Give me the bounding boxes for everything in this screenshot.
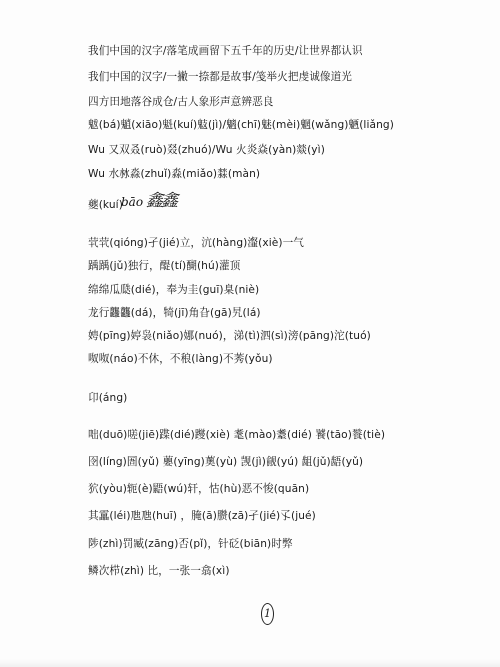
text-line-13: 呶呶(náo)不休，不稂(làng)不莠(yǒu) xyxy=(88,353,273,365)
page-bottom-edge xyxy=(0,659,500,667)
text-line-18: 其靁(léi)虺虺(huī) ，腌(ā)臜(zā)孑(jié)孓(jué) xyxy=(88,510,316,522)
text-line-9: 踽踽(jǔ)独行，醍(tí)醐(hú)灌顶 xyxy=(88,260,241,272)
text-line-17: 狖(yòu)轭(è)鼯(wú)轩，怙(hù)恶不悛(quān) xyxy=(88,483,310,495)
text-line-11: 龙行龘龘(dá)，犄(jī)角旮(gā)旯(lá) xyxy=(88,307,261,319)
text-line-19: 陟(zhì)罚臧(zāng)否(pǐ)，针砭(biān)时弊 xyxy=(88,538,293,550)
text-line-12: 娉(pīng)婷袅(niǎo)娜(nuó)，涕(tì)泗(sì)滂(pāng)沱(tuó) xyxy=(88,330,371,342)
text-line-2: 我们中国的汉字/一撇一捺都是故事/笺举火把虔诚像道光 xyxy=(88,71,352,83)
text-line-1: 我们中国的汉字/落笔成画留下五千年的历史/让世界都认识 xyxy=(88,45,363,57)
text-line-16: 囹(líng)圄(yǔ) 蘡(yīng)薁(yù) 觊(jì)觎(yú) 龃(jǔ)龉(yǔ) xyxy=(88,456,364,468)
text-line-4: 魃(bá)魈(xiāo)魁(kuí)鬾(jì)/魑(chī)魅(mèi)魍(wǎng)魉(liǎng) xyxy=(88,119,394,131)
handwritten-character: 鑫鑫 xyxy=(146,191,176,211)
text-line-5: Wu 又双叒(ruò)叕(zhuó)/Wu 火炎焱(yàn)燚(yì) xyxy=(88,144,325,156)
text-line-7: 夔(kuí) xyxy=(88,199,123,211)
text-line-3: 四方田地落谷成仓/古人象形声意辨恶良 xyxy=(88,96,274,108)
page-number: 1 xyxy=(261,603,274,625)
text-line-20: 鳞次栉(zhì) 比，一张一翕(xì) xyxy=(88,565,230,577)
text-line-10: 绵绵瓜瓞(dié)，奉为圭(guī)臬(niè) xyxy=(88,284,260,296)
text-line-8: 茕茕(qióng)孑(jié)立，沆(hàng)瀣(xiè)一气 xyxy=(88,237,304,249)
handwritten-pinyin: bāo xyxy=(121,195,144,209)
text-line-6: Wu 水沝淼(zhuǐ)淼(miǎo)㵘(màn) xyxy=(88,168,261,180)
text-line-15: 咄(duō)嗟(jiē)蹀(dié)躞(xiè) 耄(mào)耋(dié) 饕(tāo)餮(tiè) xyxy=(88,429,386,441)
text-line-14: 卬(áng) xyxy=(88,392,128,404)
